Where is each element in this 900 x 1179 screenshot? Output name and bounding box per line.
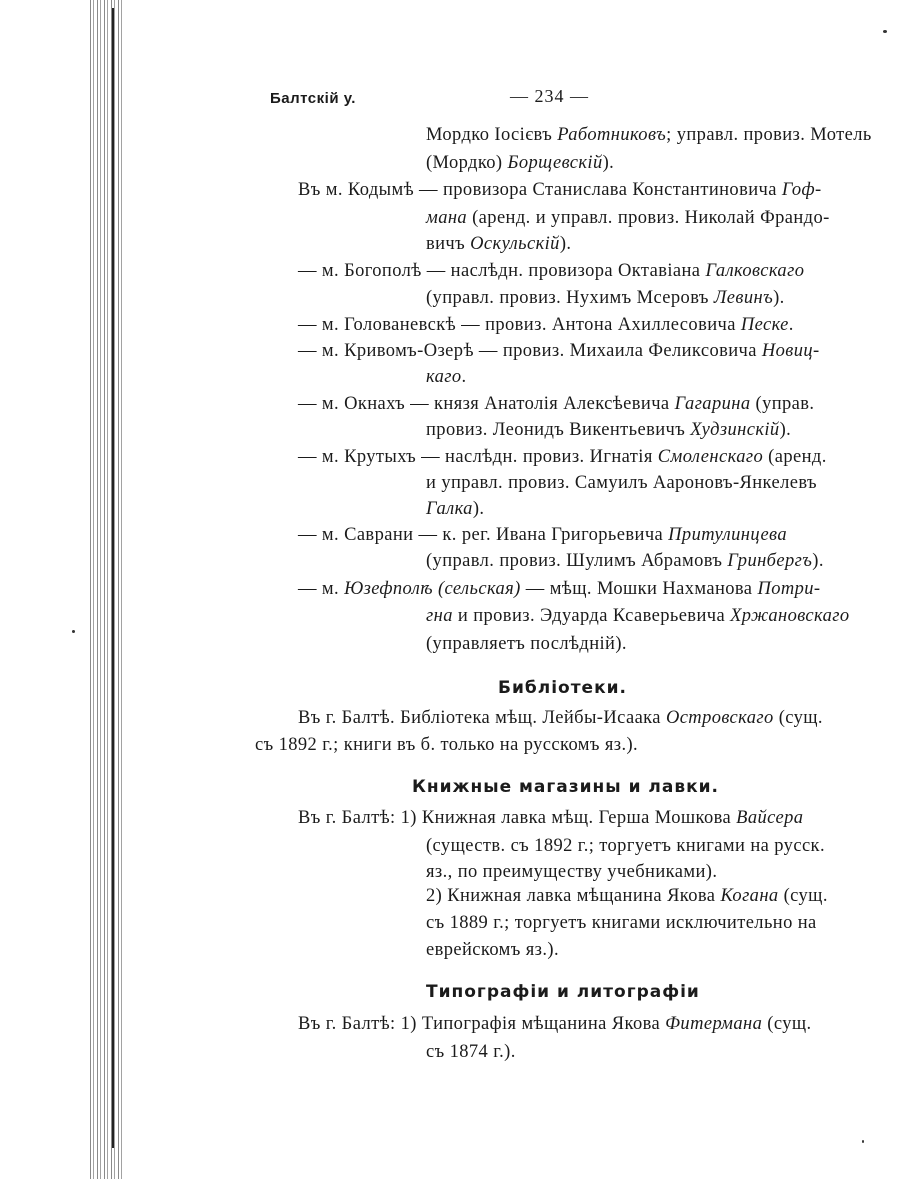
italic-name: Гринбергъ bbox=[727, 551, 813, 571]
italic-name: мана bbox=[426, 208, 468, 228]
text-run: Книжные магазины и лавки. bbox=[412, 777, 720, 797]
text-line bbox=[426, 123, 872, 147]
text-run: ). bbox=[779, 420, 792, 440]
text-run: (аренд. bbox=[763, 447, 827, 467]
text-line bbox=[426, 365, 467, 389]
text-run: ). bbox=[559, 234, 572, 254]
text-run: вичъ bbox=[426, 234, 471, 254]
text-run: ). bbox=[773, 288, 785, 308]
text-run: Въ м. Кодымѣ — провизора Станислава Константиновича bbox=[298, 180, 782, 200]
text-run: еврейскомъ яз.). bbox=[426, 940, 559, 960]
text-line bbox=[298, 523, 787, 547]
text-line bbox=[298, 577, 820, 601]
text-line bbox=[426, 938, 559, 962]
text-run: Типографіи и литографіи bbox=[426, 982, 700, 1002]
text-line bbox=[426, 604, 850, 628]
text-run: — мѣщ. Мошки Нахманова bbox=[520, 579, 758, 599]
text-run: . bbox=[788, 315, 794, 335]
italic-name: каго bbox=[426, 367, 462, 387]
text-run: съ 1874 г.). bbox=[426, 1042, 516, 1062]
text-line bbox=[426, 151, 614, 175]
text-line bbox=[298, 806, 803, 830]
italic-name: Гагарина bbox=[674, 394, 751, 414]
text-line bbox=[426, 834, 825, 858]
text-run: провиз. Леонидъ Викентьевичъ bbox=[426, 420, 691, 440]
text-run: — м. Окнахъ — князя Анатолія Алексѣевича bbox=[298, 394, 675, 414]
text-run: (сущ. bbox=[762, 1014, 812, 1034]
italic-name: Потри- bbox=[757, 579, 821, 599]
italic-name: Смоленскаго bbox=[657, 447, 764, 467]
text-run: (управл. провиз. Шулимъ Абрамовъ bbox=[426, 551, 728, 571]
italic-name: Фитермана bbox=[665, 1014, 763, 1034]
text-run: 2) Книжная лавка мѣщанина Якова bbox=[426, 886, 721, 906]
running-head: Балтскій у. bbox=[270, 90, 356, 107]
page-number: — 234 — bbox=[510, 86, 589, 106]
page-header bbox=[270, 86, 870, 110]
section-heading bbox=[498, 678, 627, 698]
italic-name: Песке bbox=[740, 315, 789, 335]
text-line bbox=[426, 286, 785, 310]
text-run: (аренд. и управл. провиз. Николай Франдо- bbox=[467, 208, 830, 228]
text-line bbox=[426, 471, 817, 495]
italic-name: Вайсера bbox=[736, 808, 804, 828]
text-line bbox=[298, 706, 823, 730]
page-binding-edge bbox=[90, 0, 124, 1179]
italic-name: Когана bbox=[720, 886, 779, 906]
text-run: (существ. съ 1892 г.; торгуетъ книгами на русск. bbox=[426, 836, 825, 856]
italic-name: Худзинскій bbox=[690, 420, 780, 440]
italic-name: Притулинцева bbox=[668, 525, 788, 545]
text-run: — м. Крутыхъ — наслѣдн. провиз. Игнатія bbox=[298, 447, 658, 467]
text-run: съ 1889 г.; торгуетъ книгами исключительно на bbox=[426, 913, 817, 933]
scan-speck bbox=[72, 630, 75, 633]
text-run: . bbox=[461, 367, 467, 387]
text-run: (сущ. bbox=[778, 886, 828, 906]
text-run: Библіотеки. bbox=[498, 678, 627, 698]
text-line bbox=[426, 206, 830, 230]
text-line bbox=[426, 1040, 516, 1064]
text-line bbox=[426, 497, 484, 521]
text-line bbox=[426, 232, 571, 256]
text-run: ). bbox=[812, 551, 824, 571]
italic-name: Галка bbox=[426, 499, 473, 519]
text-run: (сущ. bbox=[773, 708, 823, 728]
text-line bbox=[426, 632, 627, 656]
text-line bbox=[298, 313, 794, 337]
italic-name: Галковскаго bbox=[705, 261, 805, 281]
text-run: ). bbox=[472, 499, 485, 519]
text-run: съ 1892 г.; книги въ б. только на русскомъ яз.). bbox=[255, 735, 639, 755]
italic-name: Левинъ bbox=[713, 288, 774, 308]
italic-name: гна bbox=[426, 606, 453, 626]
text-run: яз., по преимуществу учебниками). bbox=[426, 862, 718, 882]
text-run: (Мордко) bbox=[426, 153, 508, 173]
text-run: — м. Кривомъ-Озерѣ — провиз. Михаила Феликсовича bbox=[298, 341, 762, 361]
italic-name: Новиц- bbox=[761, 341, 820, 361]
text-run: — м. Голованевскѣ — провиз. Антона Ахиллесовича bbox=[298, 315, 741, 335]
text-line bbox=[298, 1012, 812, 1036]
text-run: ). bbox=[602, 153, 615, 173]
text-run: и управл. провиз. Самуилъ Аароновъ-Янкелевъ bbox=[426, 473, 817, 493]
section-heading bbox=[412, 777, 719, 797]
text-line bbox=[298, 339, 820, 363]
text-run: (управл. провиз. Нухимъ Мсеровъ bbox=[426, 288, 714, 308]
text-line bbox=[426, 860, 717, 884]
text-run: ; управл. провиз. Мотель bbox=[666, 125, 872, 145]
text-run: и провиз. Эдуарда Ксаверьевича bbox=[452, 606, 731, 626]
italic-name: Борщевскій bbox=[507, 153, 603, 173]
text-run: — м. bbox=[298, 579, 345, 599]
italic-name: Работниковъ bbox=[557, 125, 667, 145]
text-line bbox=[426, 911, 817, 935]
text-run: (управ. bbox=[750, 394, 815, 414]
text-run: Въ г. Балтѣ: 1) Книжная лавка мѣщ. Герша Мошкова bbox=[298, 808, 737, 828]
text-line bbox=[426, 549, 824, 573]
section-heading bbox=[426, 982, 700, 1002]
text-line bbox=[426, 418, 791, 442]
text-line bbox=[298, 178, 822, 202]
text-line bbox=[298, 259, 804, 283]
text-run: — м. Саврани — к. рег. Ивана Григорьевича bbox=[298, 525, 669, 545]
scan-speck bbox=[862, 1140, 864, 1143]
italic-name: Оскульскій bbox=[470, 234, 560, 254]
text-run: Въ г. Балтѣ. Библіотека мѣщ. Лейбы-Исаака bbox=[298, 708, 666, 728]
text-run: Мордко Іосієвъ bbox=[426, 125, 558, 145]
scan-speck bbox=[883, 30, 887, 33]
italic-name: Хржановскаго bbox=[730, 606, 850, 626]
binding-line bbox=[112, 8, 114, 1148]
italic-name: Островскаго bbox=[665, 708, 774, 728]
text-run: (управляетъ послѣдній). bbox=[426, 634, 627, 654]
text-line bbox=[298, 392, 814, 416]
text-run: Въ г. Балтѣ: 1) Типографія мѣщанина Якова bbox=[298, 1014, 666, 1034]
text-line bbox=[298, 445, 827, 469]
text-line bbox=[426, 884, 828, 908]
text-line bbox=[255, 733, 638, 757]
italic-name: Гоф- bbox=[781, 180, 822, 200]
text-run: — м. Богополѣ — наслѣдн. провизора Октавіана bbox=[298, 261, 706, 281]
italic-name: Юзефполѣ (сельская) bbox=[344, 579, 521, 599]
